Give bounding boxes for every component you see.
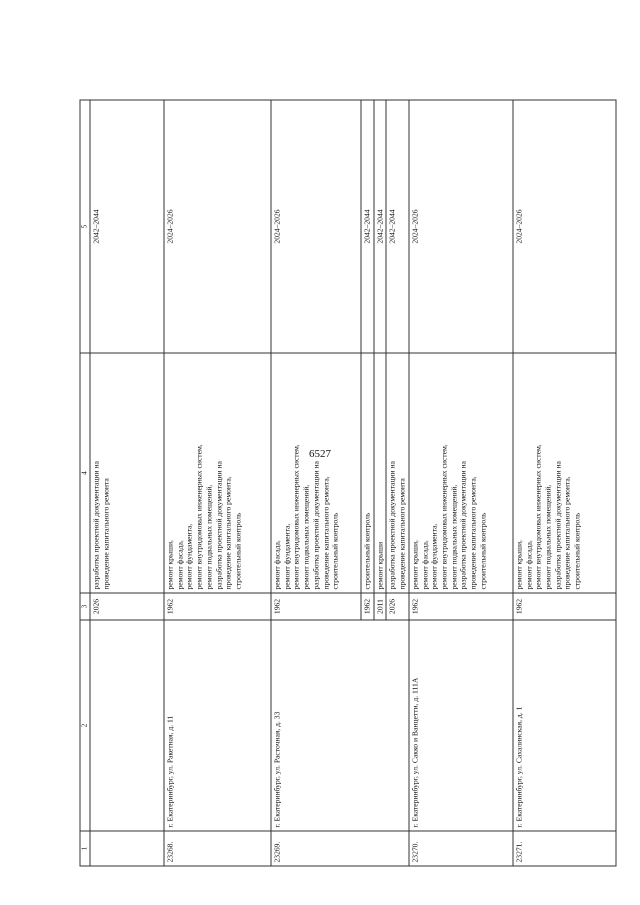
table-row xyxy=(164,100,271,866)
header-col-4: 4 xyxy=(80,353,90,593)
work-item: ремонт крыши xyxy=(375,541,385,590)
row-year: 1962 xyxy=(271,593,361,620)
work-item: проведение капитального ремонта, xyxy=(223,476,233,590)
row-number: 23270. xyxy=(409,831,513,866)
row-period: 2042–2044 xyxy=(374,100,387,353)
page-number: 6527 xyxy=(309,448,331,460)
row-year: 2026 xyxy=(90,593,164,620)
work-item: ремонт фундамента, xyxy=(282,523,292,590)
work-item: строительный контроль xyxy=(233,512,243,590)
row-works xyxy=(361,353,374,593)
row-year: 1962 xyxy=(409,593,513,620)
work-item: проведение капитального ремонта xyxy=(101,478,111,590)
work-item: ремонт внутридомовых инженерных систем, xyxy=(533,444,543,590)
header-row xyxy=(80,100,90,866)
work-item: ремонт фундамента, xyxy=(429,523,439,590)
work-item: разработка проектной документации на xyxy=(311,461,321,590)
header-col-2: 2 xyxy=(80,620,90,831)
table-row xyxy=(271,100,361,866)
row-works xyxy=(374,353,387,593)
row-address: г. Екатеринбург, ул. Сакко и Ванцетти, д. 111А xyxy=(409,620,513,831)
work-item: разработка проектной документации на xyxy=(553,461,563,590)
row-period: 2024–2026 xyxy=(164,100,271,353)
row-address: г. Екатеринбург, ул. Сахалинская, д. 1 xyxy=(513,620,616,831)
work-item: разработка проектной документации на xyxy=(214,461,224,590)
work-item: ремонт фасада, xyxy=(272,540,282,590)
row-year: 1962 xyxy=(361,593,374,620)
work-item: разработка проектной документации на xyxy=(458,461,468,590)
work-item: разработка проектной документации на xyxy=(387,461,397,590)
row-period: 2024–2026 xyxy=(409,100,513,353)
rotated-table-container xyxy=(80,100,582,867)
repair-schedule-table xyxy=(80,100,617,867)
work-item: ремонт внутридомовых инженерных систем, xyxy=(439,444,449,590)
work-item: ремонт крыши, xyxy=(410,540,420,590)
work-item: ремонт подвальных помещений, xyxy=(204,484,214,590)
row-works xyxy=(164,353,271,593)
work-item: строительный контроль xyxy=(478,512,488,590)
row-works xyxy=(271,353,361,593)
row-number: 23271. xyxy=(513,831,616,866)
row-period: 2042–2044 xyxy=(90,100,164,353)
work-item: ремонт внутридомовых инженерных систем, xyxy=(194,444,204,590)
work-item: проведение капитального ремонта, xyxy=(321,476,331,590)
row-period: 2024–2026 xyxy=(271,100,361,353)
header-col-3: 3 xyxy=(80,593,90,620)
row-works xyxy=(409,353,513,593)
work-item: ремонт подвальных помещений, xyxy=(449,484,459,590)
table-row xyxy=(90,100,164,866)
work-item: разработка проектной документации на xyxy=(91,461,101,590)
work-item: ремонт фундамента, xyxy=(184,523,194,590)
header-col-1: 1 xyxy=(80,831,90,866)
row-number: 23269. xyxy=(271,831,409,866)
work-item: ремонт фасада, xyxy=(175,540,185,590)
row-period: 2042–2044 xyxy=(386,100,408,353)
work-item: проведение капитального ремонта, xyxy=(468,476,478,590)
work-item: строительный контроль xyxy=(572,512,582,590)
table-row xyxy=(409,100,513,866)
work-item: ремонт подвальных помещений, xyxy=(543,484,553,590)
work-item: ремонт крыши, xyxy=(165,540,175,590)
row-year: 1962 xyxy=(513,593,616,620)
header-col-5: 5 xyxy=(80,100,90,353)
row-address: г. Екатеринбург, ул. Ракетная, д. 11 xyxy=(164,620,271,831)
work-item: строительный контроль xyxy=(330,512,340,590)
work-item: строительный контроль xyxy=(362,512,372,590)
row-works xyxy=(386,353,408,593)
work-item: ремонт внутридомовых инженерных систем, xyxy=(291,444,301,590)
row-year: 2026 xyxy=(386,593,408,620)
row-period: 2024–2026 xyxy=(513,100,616,353)
row-year: 1962 xyxy=(164,593,271,620)
work-item: ремонт подвальных помещений, xyxy=(301,484,311,590)
work-item: проведение капитального ремонта xyxy=(397,478,407,590)
row-number xyxy=(90,831,164,866)
row-address xyxy=(90,620,164,831)
row-period: 2042–2044 xyxy=(361,100,374,353)
table-row xyxy=(513,100,616,866)
row-number: 23268. xyxy=(164,831,271,866)
row-year: 2011 xyxy=(374,593,387,620)
work-item: проведение капитального ремонта, xyxy=(562,476,572,590)
row-works xyxy=(90,353,164,593)
work-item: ремонт крыши, xyxy=(514,540,524,590)
work-item: ремонт фасада, xyxy=(420,540,430,590)
row-works xyxy=(513,353,616,593)
work-item: ремонт фасада, xyxy=(524,540,534,590)
row-address: г. Екатеринбург, ул. Расточная, д. 33 xyxy=(271,620,409,831)
